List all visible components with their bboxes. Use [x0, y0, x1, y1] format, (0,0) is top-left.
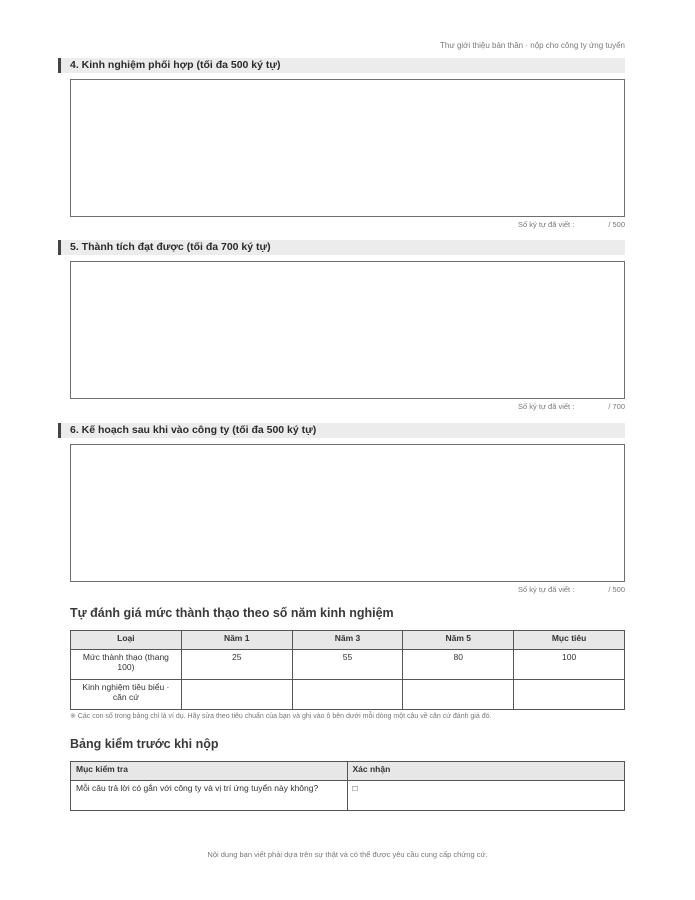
column-header: Mục kiểm tra	[71, 762, 348, 781]
char-count-max: / 500	[608, 220, 625, 229]
char-count-label: Số ký tự đã viết :	[518, 585, 575, 594]
column-header: Xác nhận	[347, 762, 625, 781]
char-counter	[58, 402, 625, 411]
answer-textbox-coordination[interactable]	[70, 79, 625, 217]
section-heading: 4. Kinh nghiệm phối hợp (tối đa 500 ký tự)	[58, 58, 625, 73]
char-counter	[58, 585, 625, 594]
checklist-table	[70, 761, 625, 811]
table-cell[interactable]	[181, 680, 292, 710]
checklist-title: Bảng kiểm trước khi nộp	[70, 737, 219, 751]
section-plan	[58, 423, 625, 594]
table-cell[interactable]	[292, 680, 403, 710]
checklist-item: Mỗi câu trả lời có gắn với công ty và vị trí ứng tuyển này không?	[71, 781, 348, 811]
char-count-label: Số ký tự đã viết :	[518, 402, 575, 411]
table-cell[interactable]	[514, 680, 625, 710]
char-count-max: / 700	[608, 402, 625, 411]
table-cell[interactable]	[403, 680, 514, 710]
answer-textbox-achievements[interactable]	[70, 261, 625, 399]
table-cell: Kinh nghiệm tiêu biểu · căn cứ	[71, 680, 182, 710]
table-row	[71, 650, 625, 680]
table-row	[71, 680, 625, 710]
section-achievements	[58, 240, 625, 411]
table-note: ※ Các con số trong bảng chỉ là ví dụ. Hãy sửa theo tiêu chuẩn của bạn và ghi vào ô bên dưới mỗi dòng một câu về căn cứ đánh giá đó.	[70, 713, 492, 720]
table-header-row	[71, 762, 625, 781]
confirm-checkbox[interactable]: □	[347, 781, 625, 811]
table-cell[interactable]: 25	[181, 650, 292, 680]
table-header-row	[71, 631, 625, 650]
column-header: Năm 3	[292, 631, 403, 650]
table-cell: Mức thành thạo (thang 100)	[71, 650, 182, 680]
proficiency-table	[70, 630, 625, 710]
section-heading: 5. Thành tích đạt được (tối đa 700 ký tự)	[58, 240, 625, 255]
section-heading: 6. Kế hoạch sau khi vào công ty (tối đa 500 ký tự)	[58, 423, 625, 438]
table-cell[interactable]: 55	[292, 650, 403, 680]
page-header: Thư giới thiệu bản thân · nộp cho công ty ứng tuyển	[440, 41, 625, 50]
char-counter	[58, 220, 625, 229]
page-footer: Nội dung bạn viết phải dựa trên sự thật và có thể được yêu cầu cung cấp chứng cứ.	[207, 850, 488, 859]
column-header: Mục tiêu	[514, 631, 625, 650]
char-count-label: Số ký tự đã viết :	[518, 220, 575, 229]
column-header: Năm 5	[403, 631, 514, 650]
section-coordination	[58, 58, 625, 229]
char-count-max: / 500	[608, 585, 625, 594]
column-header: Loại	[71, 631, 182, 650]
answer-textbox-plan[interactable]	[70, 444, 625, 582]
proficiency-title: Tự đánh giá mức thành thạo theo số năm kinh nghiệm	[70, 606, 394, 620]
table-cell[interactable]: 80	[403, 650, 514, 680]
table-row	[71, 781, 625, 811]
table-cell[interactable]: 100	[514, 650, 625, 680]
column-header: Năm 1	[181, 631, 292, 650]
